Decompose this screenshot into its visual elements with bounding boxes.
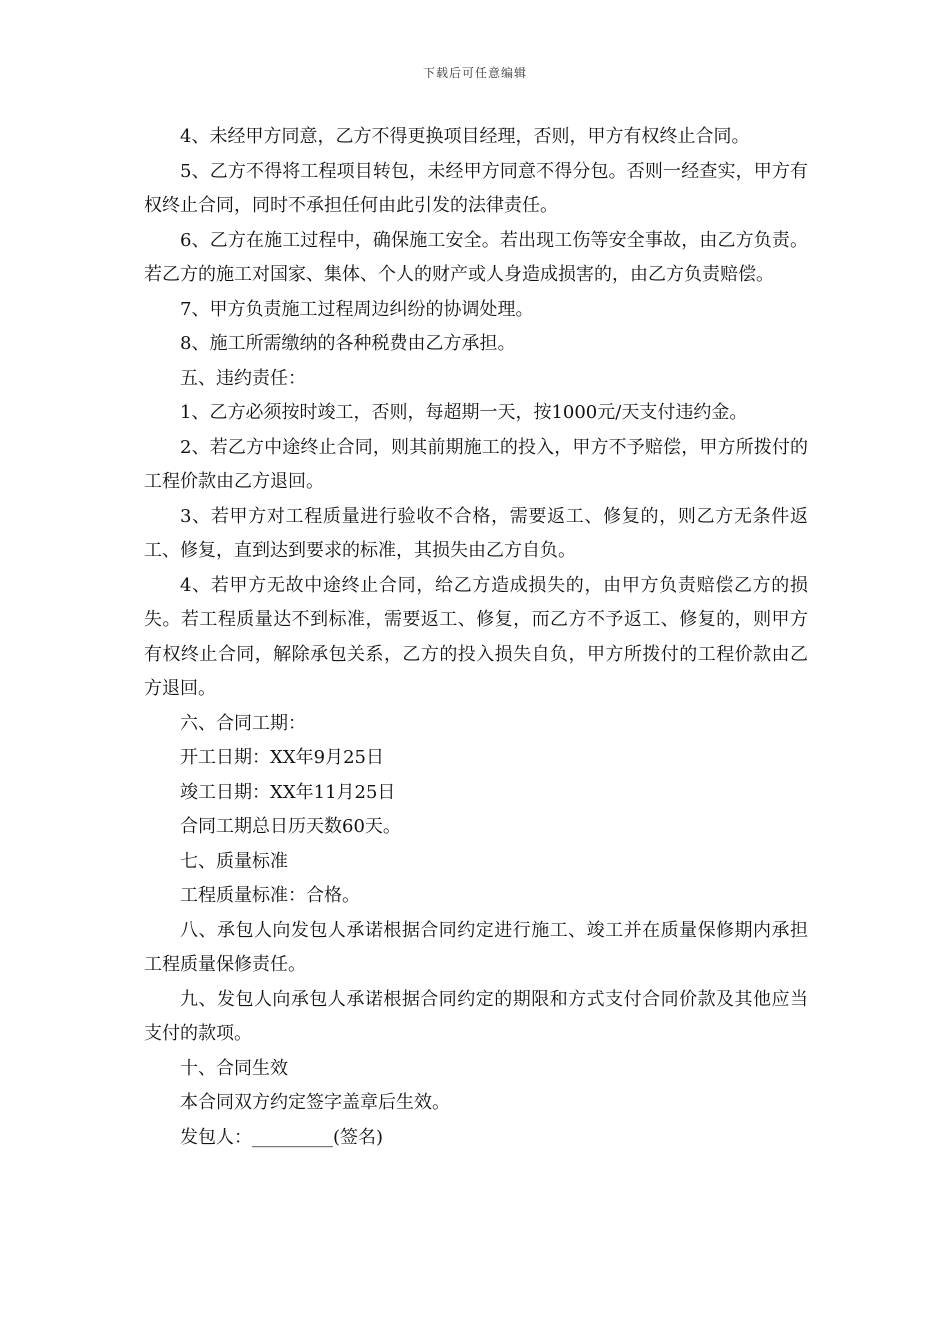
section-heading: 十、合同生效	[180, 1057, 288, 1079]
section-heading: 九、发包人向承包人承诺根据合同约定的期限和方式支付合同价款及其他应当支付的款项。	[144, 988, 808, 1044]
clause-paragraph: 3、若甲方对工程质量进行验收不合格，需要返工、修复的，则乙方无条件返工、修复，直到达到要求的标准，其损失由乙方自负。	[144, 505, 808, 561]
clause-paragraph: 1、乙方必须按时竣工，否则，每超期一天，按1000元/天支付违约金。	[180, 402, 748, 423]
clause-paragraph: 4、未经甲方同意，乙方不得更换项目经理，否则，甲方有权终止合同。	[180, 126, 750, 147]
clause-paragraph: 2、若乙方中途终止合同，则其前期施工的投入，甲方不予赔偿，甲方所拨付的工程价款由乙方退回。	[144, 436, 808, 492]
clause-paragraph: 5、乙方不得将工程项目转包，未经甲方同意不得分包。否则一经查实，甲方有权终止合同，同时不承担任何由此引发的法律责任。	[144, 160, 808, 216]
section-heading: 八、承包人向发包人承诺根据合同约定进行施工、竣工并在质量保修期内承担工程质量保修责任。	[144, 919, 808, 975]
section-heading: 七、质量标准	[180, 850, 288, 872]
start-date-line: 开工日期：XX年9月25日	[180, 747, 384, 768]
quality-standard-line: 工程质量标准：合格。	[180, 885, 360, 906]
signature-line: 发包人：_________(签名)	[180, 1126, 384, 1148]
clause-paragraph: 本合同双方约定签字盖章后生效。	[180, 1092, 450, 1113]
clause-paragraph: 8、施工所需缴纳的各种税费由乙方承担。	[180, 333, 516, 354]
page-header-note: 下载后可任意编辑	[422, 66, 527, 80]
total-days-line: 合同工期总日历天数60天。	[180, 816, 401, 837]
section-heading: 五、违约责任：	[180, 367, 306, 389]
clause-paragraph: 7、甲方负责施工过程周边纠纷的协调处理。	[180, 298, 534, 320]
contract-body	[144, 120, 808, 1155]
completion-date-line: 竣工日期：XX年11月25日	[180, 781, 396, 803]
section-heading: 六、合同工期：	[180, 712, 306, 734]
clause-paragraph: 4、若甲方无故中途终止合同，给乙方造成损失的，由甲方负责赔偿乙方的损失。若工程质量达不到标准，需要返工、修复，而乙方不予返工、修复的，则甲方有权终止合同，解除承包关系，乙方的投入损失自负，甲方所拨付的工程价款由乙方退回。	[144, 574, 808, 699]
clause-paragraph: 6、乙方在施工过程中，确保施工安全。若出现工伤等安全事故，由乙方负责。若乙方的施工对国家、集体、个人的财产或人身造成损害的，由乙方负责赔偿。	[144, 229, 808, 285]
